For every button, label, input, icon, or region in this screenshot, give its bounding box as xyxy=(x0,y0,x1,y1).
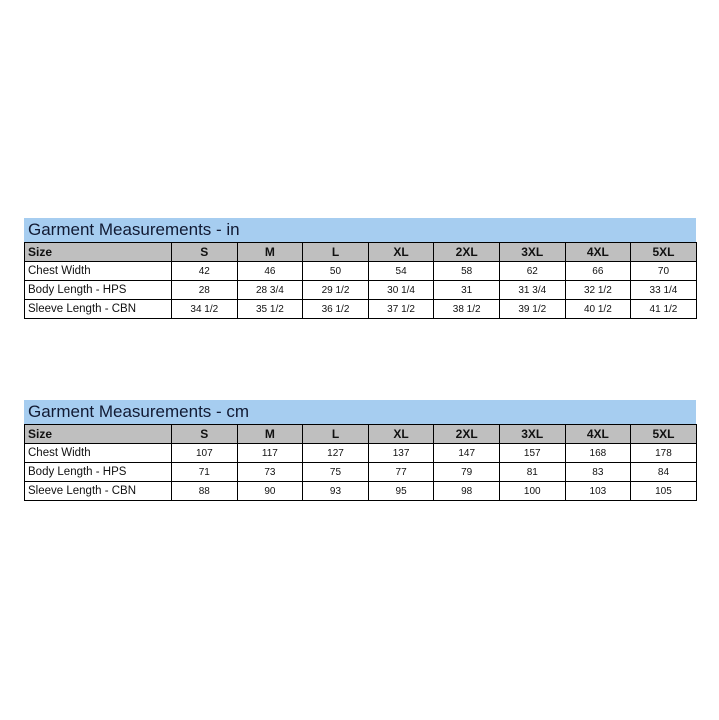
row-label: Body Length - HPS xyxy=(25,281,172,300)
table-cell: 157 xyxy=(499,444,565,463)
table-cell: 83 xyxy=(565,463,631,482)
table-cell: 42 xyxy=(172,262,238,281)
row-label: Sleeve Length - CBN xyxy=(25,300,172,319)
header-size-label: Size xyxy=(25,425,172,444)
table-cell: 95 xyxy=(368,482,434,501)
table-cell: 79 xyxy=(434,463,500,482)
measurements-table-in xyxy=(24,218,696,319)
table-cell: 58 xyxy=(434,262,500,281)
table-cell: 117 xyxy=(237,444,303,463)
table-cell: 137 xyxy=(368,444,434,463)
table-cell: 88 xyxy=(172,482,238,501)
table-cell: 41 1/2 xyxy=(631,300,697,319)
table-cell: 147 xyxy=(434,444,500,463)
header-size: XL xyxy=(368,425,434,444)
size-chart-in xyxy=(24,242,697,319)
table-cell: 107 xyxy=(172,444,238,463)
header-size: M xyxy=(237,425,303,444)
table-cell: 28 xyxy=(172,281,238,300)
measurements-table-cm xyxy=(24,400,696,501)
size-chart-cm xyxy=(24,424,697,501)
row-label: Sleeve Length - CBN xyxy=(25,482,172,501)
table-cell: 39 1/2 xyxy=(499,300,565,319)
table-cell: 34 1/2 xyxy=(172,300,238,319)
table-row xyxy=(25,463,697,482)
table-cell: 35 1/2 xyxy=(237,300,303,319)
table-cell: 29 1/2 xyxy=(303,281,369,300)
table-cell: 100 xyxy=(499,482,565,501)
table-cell: 98 xyxy=(434,482,500,501)
table-cell: 66 xyxy=(565,262,631,281)
table-cell: 40 1/2 xyxy=(565,300,631,319)
table-title-in: Garment Measurements - in xyxy=(24,218,696,242)
table-cell: 38 1/2 xyxy=(434,300,500,319)
table-cell: 31 3/4 xyxy=(499,281,565,300)
table-cell: 90 xyxy=(237,482,303,501)
header-size: 5XL xyxy=(631,243,697,262)
header-size: 4XL xyxy=(565,425,631,444)
header-size: 3XL xyxy=(499,243,565,262)
row-label: Chest Width xyxy=(25,444,172,463)
header-size: L xyxy=(303,425,369,444)
table-row xyxy=(25,300,697,319)
table-cell: 50 xyxy=(303,262,369,281)
table-row xyxy=(25,482,697,501)
table-row xyxy=(25,281,697,300)
header-row xyxy=(25,425,697,444)
table-cell: 32 1/2 xyxy=(565,281,631,300)
header-size: S xyxy=(172,425,238,444)
table-cell: 77 xyxy=(368,463,434,482)
header-size: 2XL xyxy=(434,243,500,262)
table-cell: 37 1/2 xyxy=(368,300,434,319)
header-size: L xyxy=(303,243,369,262)
table-cell: 70 xyxy=(631,262,697,281)
table-cell: 62 xyxy=(499,262,565,281)
header-size: 4XL xyxy=(565,243,631,262)
table-cell: 103 xyxy=(565,482,631,501)
header-size: 5XL xyxy=(631,425,697,444)
header-size: S xyxy=(172,243,238,262)
table-cell: 178 xyxy=(631,444,697,463)
table-row xyxy=(25,444,697,463)
table-cell: 71 xyxy=(172,463,238,482)
row-label: Body Length - HPS xyxy=(25,463,172,482)
table-cell: 46 xyxy=(237,262,303,281)
table-row xyxy=(25,262,697,281)
header-size-label: Size xyxy=(25,243,172,262)
row-label: Chest Width xyxy=(25,262,172,281)
header-size: 3XL xyxy=(499,425,565,444)
table-cell: 31 xyxy=(434,281,500,300)
table-cell: 54 xyxy=(368,262,434,281)
table-cell: 168 xyxy=(565,444,631,463)
header-size: XL xyxy=(368,243,434,262)
table-cell: 75 xyxy=(303,463,369,482)
table-cell: 105 xyxy=(631,482,697,501)
table-cell: 93 xyxy=(303,482,369,501)
table-cell: 127 xyxy=(303,444,369,463)
header-size: M xyxy=(237,243,303,262)
header-row xyxy=(25,243,697,262)
table-cell: 33 1/4 xyxy=(631,281,697,300)
table-cell: 73 xyxy=(237,463,303,482)
table-cell: 36 1/2 xyxy=(303,300,369,319)
table-cell: 28 3/4 xyxy=(237,281,303,300)
table-cell: 30 1/4 xyxy=(368,281,434,300)
table-cell: 84 xyxy=(631,463,697,482)
table-title-cm: Garment Measurements - cm xyxy=(24,400,696,424)
header-size: 2XL xyxy=(434,425,500,444)
table-cell: 81 xyxy=(499,463,565,482)
